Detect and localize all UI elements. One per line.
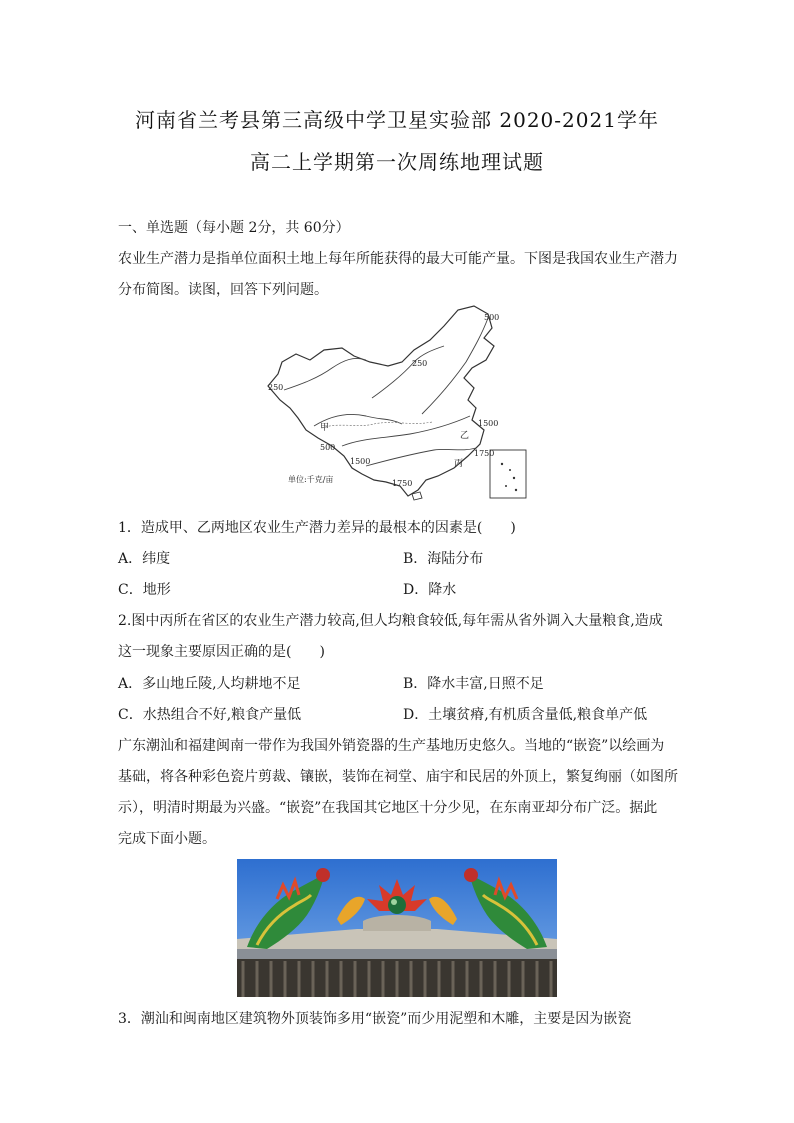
label-250-north: 250 xyxy=(412,359,428,368)
q1-option-b: B．海陆分布 xyxy=(403,551,484,567)
passage2-line: 基础，将各种彩色瓷片剪裁、镶嵌，装饰在祠堂、庙宇和民居的外顶上，繁复绚丽（如图所 xyxy=(118,769,678,785)
q1-stem: 1．造成甲、乙两地区农业生产潜力差异的最根本的因素是( ) xyxy=(118,520,516,536)
passage1-line: 农业生产潜力是指单位面积土地上每年所能获得的最大可能产量。下图是我国农业生产潜力 xyxy=(118,251,678,267)
south-china-sea-inset xyxy=(490,450,526,498)
section-heading: 一、单选题（每小题 2分，共 60分） xyxy=(118,220,350,236)
contour-1500 xyxy=(342,416,470,446)
qianci-rooftop-photo xyxy=(237,859,557,997)
hainan-island xyxy=(412,492,422,500)
label-1750-south: 1750 xyxy=(392,479,413,488)
doc-title-line2: 高二上学期第一次周练地理试题 xyxy=(250,150,544,174)
q2-stem-line: 这一现象主要原因正确的是( ) xyxy=(118,644,325,660)
river xyxy=(322,422,432,428)
doc-title-line1: 河南省兰考县第三高级中学卫星实验部 2020-2021学年 xyxy=(135,108,659,132)
q2-option-a: A．多山地丘陵,人均耕地不足 xyxy=(118,676,301,692)
q1-option-c: C．地形 xyxy=(118,582,171,598)
label-500-ne: 500 xyxy=(484,313,500,322)
contour-500-ne xyxy=(422,318,488,414)
q2-option-c: C．水热组合不好,粮食产量低 xyxy=(118,707,302,723)
q2-stem-line: 2.图中丙所在省区的农业生产潜力较高,但人均粮食较低,每年需从省外调入大量粮食,造成 xyxy=(118,613,663,629)
label-yi: 乙 xyxy=(460,431,470,441)
inset-islands xyxy=(501,463,517,491)
q2-option-b: B．降水丰富,日照不足 xyxy=(403,676,544,692)
label-1750-east: 1750 xyxy=(474,449,495,458)
passage1-line: 分布简图。读图，回答下列问题。 xyxy=(118,282,328,298)
q1-option-d: D．降水 xyxy=(403,582,457,598)
q1-option-a: A．纬度 xyxy=(118,551,171,567)
label-jia: 甲 xyxy=(320,423,330,433)
contour-250-west xyxy=(284,358,366,390)
passage2-line: 完成下面小题。 xyxy=(118,831,216,847)
q3-stem: 3．潮汕和闽南地区建筑物外顶装饰多用“嵌瓷”而少用泥塑和木雕，主要是因为嵌瓷 xyxy=(118,1011,632,1027)
passage2-line: 示），明清时期最为兴盛。“嵌瓷”在我国其它地区十分少见，在东南亚却分布广泛。据此 xyxy=(118,800,658,816)
china-agriculture-potential-map xyxy=(262,304,532,502)
q2-option-d: D．土壤贫瘠,有机质含量低,粮食单产低 xyxy=(403,707,648,723)
passage2-line: 广东潮汕和福建闽南一带作为我国外销瓷器的生产基地历史悠久。当地的“嵌瓷”以绘画为 xyxy=(118,738,665,754)
label-250-west: 250 xyxy=(268,383,284,392)
contour-250-north xyxy=(372,346,444,398)
map-unit: 单位:千克/亩 xyxy=(288,475,334,484)
label-1500-east: 1500 xyxy=(478,419,499,428)
label-1500-south: 1500 xyxy=(350,457,371,466)
label-bing: 丙 xyxy=(454,459,464,469)
label-500-sw: 500 xyxy=(320,443,336,452)
